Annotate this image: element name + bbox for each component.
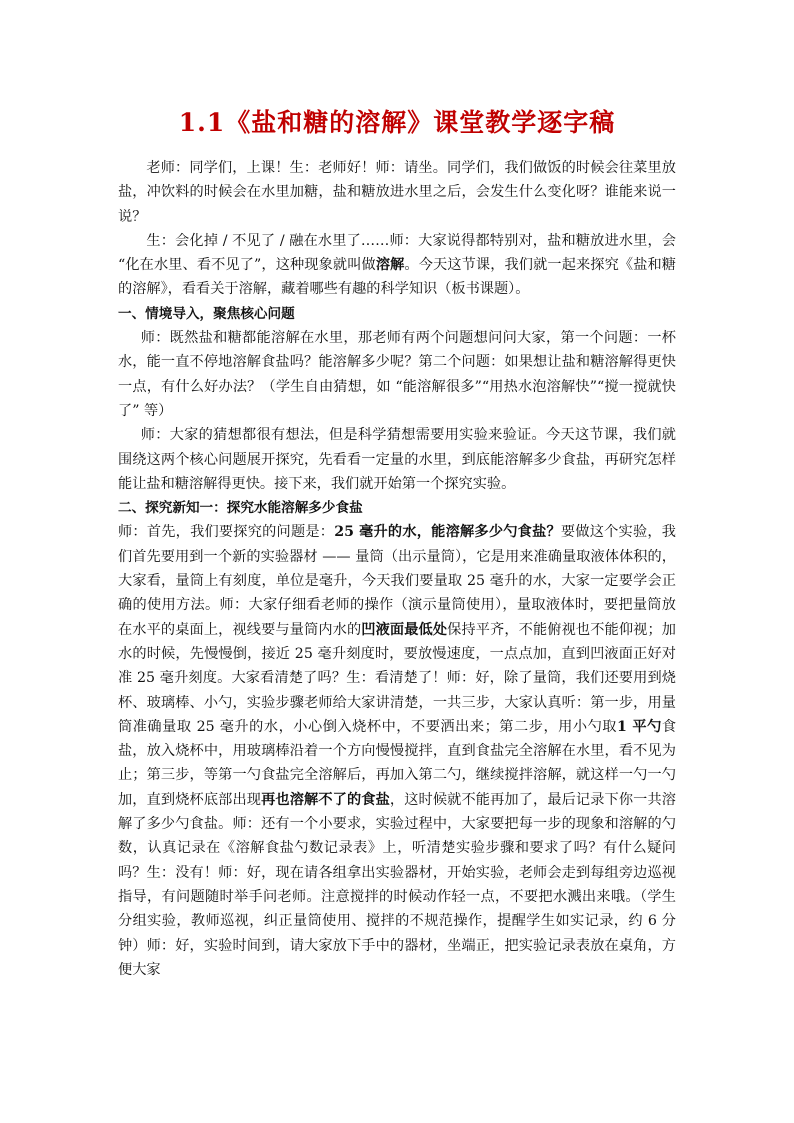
text-run: 保持平齐，不能俯视也不能仰视；加水的时候，先慢慢倒，接近 25 毫升刻度时，要放慢速度，一点点加，直到凹液面正好对准 25 毫升刻度。大家看清楚了吗？生：看清楚了！师：好，除了量筒，我们还要用到烧杯、玻璃棒、小勺，实验步骤老师给大家讲清楚，一共三步，大家认真听：第一步，用量筒准确量取 25 毫升的水，小心倒入烧杯中，不要洒出来；第二步，用小勺取	[118, 621, 676, 735]
bold-undissolved: 再也溶解不了的食盐	[261, 791, 390, 808]
text-run: 生：会化掉 / 不见了 / 融在水里了……师：大家说得都特别对，盐和糖放进水里，会 “化在水里、看不见了”，这种现象就叫做	[118, 232, 676, 274]
paragraph-guesses: 师：大家的猜想都很有想法，但是科学猜想需要用实验来验证。今天这节课，我们就围绕这两个核心问题展开探究，先看看一定量的水里，到底能溶解多少食盐，再研究怎样能让盐和糖溶解得更快。接下来，我们就开始第一个探究实验。	[118, 427, 676, 492]
bold-term-dissolve: 溶解	[375, 257, 405, 274]
document-body	[118, 156, 676, 982]
paragraph-dissolve-intro	[118, 229, 676, 302]
text-run: 食盐，放入烧杯中，用玻璃棒沿着一个方向慢慢搅拌，直到食盐完全溶解在水里，看不见为止；第三步，等第一勺食盐完全溶解后，再加入第二勺，继续搅拌溶解，就这样一勺一勺加，直到烧杯底部出现	[118, 718, 677, 808]
document-title: 1.1《盐和糖的溶解》课堂教学逐字稿	[178, 108, 616, 137]
bold-spoon: 1 平勺	[617, 718, 662, 735]
bold-meniscus: 凹液面最低处	[361, 621, 448, 638]
text-run: 师：首先，我们要探究的问题是：	[118, 524, 335, 541]
paragraph-experiment	[118, 520, 676, 982]
section-heading-2: 二、探究新知一：探究水能溶解多少食盐	[118, 500, 363, 517]
paragraph-questions: 师：既然盐和糖都能溶解在水里，那老师有两个问题想问问大家，第一个问题：一杯水，能一直不停地溶解食盐吗？能溶解多少呢？第二个问题：如果想让盐和糖溶解得更快一点，有什么好办法？（学生自由猜想，如 “能溶解很多”“用热水泡溶解快”“搅一搅就快了” 等）	[118, 330, 676, 419]
text-run: ，这时候就不能再加了，最后记录下你一共溶解了多少勺食盐。师：还有一个小要求，实验过程中，大家要把每一步的现象和溶解的勺数，认真记录在《溶解食盐勺数记录表》上，听清楚实验步骤和要求了吗？有什么疑问吗？生：没有！师：好，现在请各组拿出实验器材，开始实验，老师会走到每组旁边巡视指导，有问题随时举手问老师。注意搅拌的时候动作轻一点，不要把水溅出来哦。（学生分组实验，教师巡视，纠正量筒使用、搅拌的不规范操作，提醒学生如实记录，约 6 分钟）师：好，实验时间到，请大家放下手中的器材，坐端正，把实验记录表放在桌角，方便大家	[118, 791, 676, 978]
text-run: 要做这个实验，我们首先要用到一个新的实验器材 —— 量筒（出示量筒），它是用来准确量取液体体积的，大家看，量筒上有刻度，单位是毫升，今天我们要量取 25 毫升的水，大家一定要学会正确的使用方法。师：大家仔细看老师的操作（演示量筒使用），量取液体时，要把量筒放在水平的桌面上，视线要与量筒内水的	[118, 524, 676, 638]
section-heading-1: 一、情境导入，聚焦核心问题	[118, 305, 295, 322]
paragraph-opening: 老师：同学们，上课！生：老师好！师：请坐。同学们，我们做饭的时候会往菜里放盐，冲饮料的时候会在水里加糖，盐和糖放进水里之后，会发生什么变化呀？谁能来说一说？	[118, 160, 676, 225]
text-run: 。今天这节课，我们就一起来探究《盐和糖的溶解》，看看关于溶解，藏着哪些有趣的科学知识（板书课题）。	[118, 257, 676, 298]
bold-question: 25 毫升的水，能溶解多少勺食盐？	[334, 524, 561, 541]
